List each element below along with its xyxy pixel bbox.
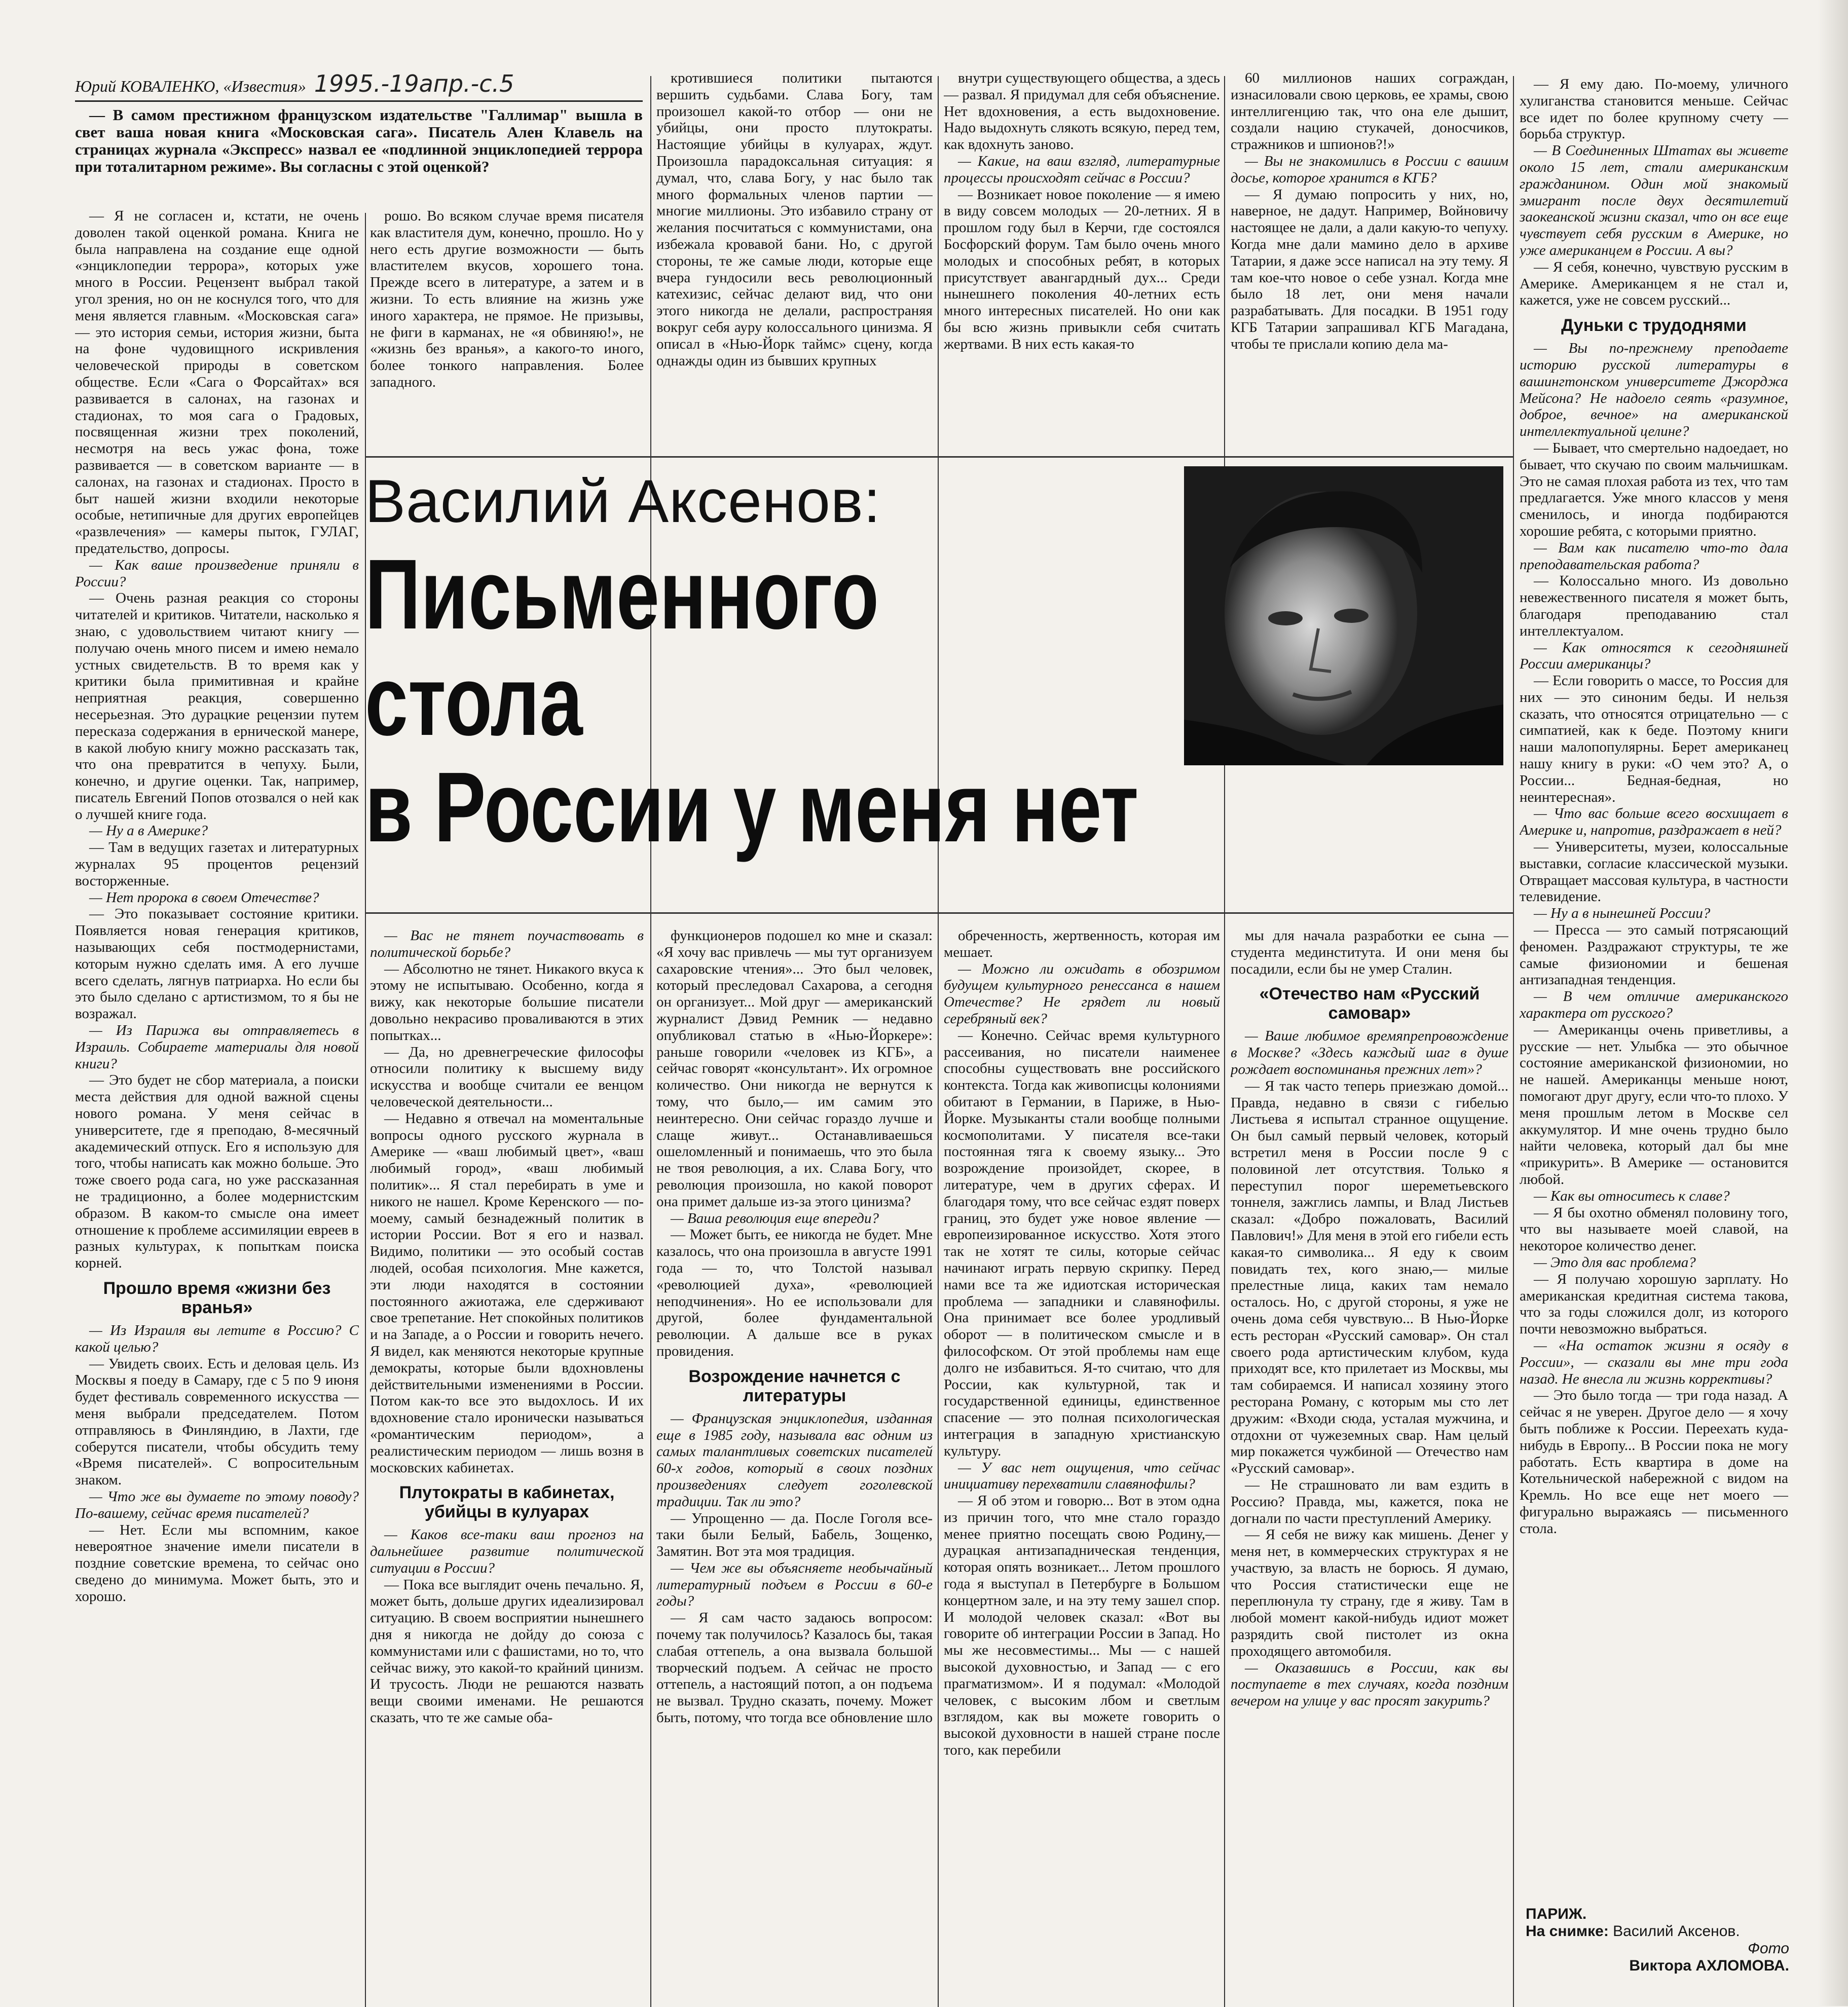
column-2-top: [370, 208, 644, 451]
paragraph: — Я не согласен и, кстати, не очень доволен такой оценкой романа. Книга не была направлена на создание еще одной «энциклопедии террора», которых уже много в России. Рецензент выбрал такой угол зрения, но он не коснулся того, что для меня является главным. «Московская сага» — это история семьи, история жизни, быта на фоне чудовищного искривления человеческой природы в советском обществе. Если «Сага о Форсайтах» вся развивается в салонах, на газонах и стадионах, то моя сага о Градовых, посвященная жизни трех поколений, несмотря на весь ужас фона, тоже развивается — в советском варианте — в салонах, на газонах и стадионах. Просто в быт нашей жизни входили некоторые особые, нетипичные для других европейцев «развлечения» — камеры пыток, ГУЛАГ, предательство, допросы.: [75, 208, 359, 556]
paragraph: — Ваше любимое времяпрепровождение в Москве? «Здесь каждый шаг в душе рождает воспоминанья прежних лет»?: [1231, 1028, 1508, 1077]
paragraph: — Если говорить о массе, то Россия для них — это синоним беды. И нельзя сказать, что относятся отрицательно — с симпатией, как к беде. Поэтому книги наши малопопулярны. Берет американец нашу книгу в руки: «О чем это? А, о России... Бедная-бедная, но неинтересная».: [1520, 673, 1788, 805]
headline-line-2: стола: [365, 645, 583, 756]
paragraph: — Я получаю хорошую зарплату. Но американская кредитная система такова, что за годы сложился долг, из которого почти невозможно выбраться.: [1520, 1271, 1788, 1337]
column-2: [370, 927, 644, 1992]
photo-credit-label: Фото: [1748, 1940, 1789, 1957]
paragraph: — Что вас больше всего восхищает в Америке и, напротив, раздражает в ней?: [1520, 805, 1788, 839]
headline-block: [365, 456, 1171, 907]
paragraph: — У вас нет ощущения, что сейчас инициативу перехватили славянофилы?: [944, 1459, 1220, 1493]
paragraph: — Недавно я отвечал на моментальные вопросы одного русского журнала в Америке — «ваш любимый цвет», «ваш любимый город», «ваш любимый политик»... Я стал перебирать в уме и никого не нашел. Кроме Керенского — по-моему, самый безнадежный политик в истории России. Вот я его и назвал. Видимо, политики — это особый состав людей, особая психология. Мне кажется, эти люди находятся в состоянии постоянного ажиотажа, еле сдерживают свое трепетание. Нет спокойных политиков и на Западе, а о России и говорить нечего. Я видел, как меняются некоторые крупные демократы, которые были вдохновлены действительными изменениями в России. Потом как-то все это выдохлось. И их вдохновение стало иронически называться «романтическим периодом», а реалистическим периодом — лишь возня в московских кабинетах.: [370, 1110, 644, 1476]
paragraph: — В чем отличие американского характера от русского?: [1520, 988, 1788, 1022]
paragraph: — Да, но древнегреческие философы относили политику к высшему виду искусства и вообще считали ее венцом человеческой деятельности...: [370, 1044, 644, 1110]
paragraph: — Как относятся к сегодняшней России американцы?: [1520, 639, 1788, 673]
paragraph: — Вас не тянет поучаствовать в политической борьбе?: [370, 927, 644, 960]
paragraph: — Это показывает состояние критики. Появляется новая генерация критиков, называющих себя постмодернистами, которым нужно сделать имя. А его лучше всего сделать, лягнув патриарха. Но если бы это было сделано с артистизмом, то я бы не возражал.: [75, 906, 359, 1022]
paragraph: — Я ему даю. По-моему, уличного хулиганства становится меньше. Сейчас все идет по более крупному счету — борьба структур.: [1520, 76, 1788, 142]
paragraph: кротившиеся политики пытаются вершить судьбами. Слава Богу, там произошел какой-то отбор — они не убийцы, они просто плутократы. Настоящие убийцы в кулуарах, ждут. Произошла парадоксальная ситуация: я думал, что, слава Богу, у нас было так много формальных членов партии — многие миллионы. Это избавило страну от желания посчитаться с коммунистами, она избежала кровавой бани. Но, с другой стороны, те же самые люди, которые еще вчера гундосили весь революционный катехизис, сейчас делают вид, что они этого никогда не делали, распространяя вокруг себя ауру колоссального цинизма. Я описал в «Нью-Йорк таймс» сцену, когда однажды один из бывших крупных: [656, 70, 933, 369]
paragraph: — Французская энциклопедия, изданная еще в 1985 году, называла вас одним из самых талантливых советских писателей 60-х годов, который в своих поздних произведениях следует гоголевской традиции. Так ли это?: [656, 1410, 933, 1510]
paragraph: внутри существующего общества, а здесь — развал. Я придумал для себя объяснение. Нет вдохновения, а есть выдохновение. Надо выдохнуть слякоть всякую, перед тем, как вдохнуть заново.: [944, 70, 1220, 153]
paragraph: — Пока все выглядит очень печально. Я, может быть, дольше других идеализировал ситуацию. В своем восприятии нынешнего дня я никогда не дойду до союза с коммунистами или с фашистами, но то, что сейчас вижу, это какой-то крайний цинизм. И трусость. Люди не решаются назвать вещи своими именами. Не решаются сказать, что те же самые оба-: [370, 1576, 644, 1726]
paragraph: — Я думаю попросить у них, но, наверное, не дадут. Например, Войновичу настоящее не дали, а дали какую-то чепуху. Когда мне дали мамино дело в архиве Татарии, я даже эссе написал на эту тему. Я там кое-что новое о себе узнал. Когда мне было 18 лет, они меня начали разрабатывать. Для посадки. В 1951 году КГБ Татарии запрашивал КГБ Магадана, чтобы те прислали копию дела ма-: [1231, 186, 1508, 352]
caption-label: На снимке:: [1526, 1923, 1609, 1940]
paragraph: мы для начала разработки ее сына — студента мединститута. И они меня бы посадили, если бы не умер Сталин.: [1231, 927, 1508, 977]
byline: [75, 70, 643, 102]
section-subhead: «Отечество нам «Русский самовар»: [1259, 984, 1480, 1023]
paragraph: — Это для вас проблема?: [1534, 1254, 1696, 1271]
paragraph: — Возникает новое поколение — я имею в виду совсем молодых — 20-летних. Я в прошлом году был в Керчи, где состоялся Босфорский форум. Там было очень много молодых и способных ребят, в которых присутствует авангардный дух... Среди нынешнего поколения 40-летних есть много интересных писателей. Но они как бы всю жизнь привыкли себя считать жертвами. В них есть какая-то: [944, 186, 1220, 352]
column-rule: [650, 76, 651, 2007]
paragraph: — Я об этом и говорю... Вот в этом одна из причин того, что мне стало гораздо менее приятно посещать свою Родину,— дурацкая антизападническая тенденция, которая опять возникает... Летом прошлого года я выступал в Петербурге в Большом концертном зале, и на эту тему зашел спор. И молодой человек сказал: «Вот вы говорите об интеграции России в Запад. Но мы же несовместимы... Мы — с нашей высокой духовностью, и Запад — с его прагматизмом». И я подумал: «Молодой человек, с высоким лбом и светлым взглядом, как вы можете говорить о высокой духовности в нашей стране после того, как перебили: [944, 1493, 1220, 1759]
column-4-top: [944, 70, 1220, 453]
paragraph: функционеров подошел ко мне и сказал: «Я хочу вас привлечь — мы тут организуем сахаровские чтения»... Это был человек, который преследовал Сахарова, а сегодня он организует... Мой друг — американский журналист Дэвид Ремник — недавно опубликовал статью в «Нью-Йоркере»: раньше говорили «человек из КГБ», а сейчас говорят «консультант». Их огромное количество. Они никогда не вернутся к тому, что было,— им самим это неинтересно. Они сейчас гораздо лучше и слаще живут... Останавливаешься ошеломленный и понимаешь, что это была не твоя революция, а их. Слава Богу, что революция произошла, но какой поворот она примет дальше из-за этого цинизма?: [656, 927, 933, 1210]
paragraph: — Очень разная реакция со стороны читателей и критиков. Читатели, насколько я знаю, с удовольствием читают книгу — получаю очень много писем и имею немало устных свидетельств. В то время как у критики была примитивная и крайне неприятная реакция, совершенно несерьезная. Это дурацкие рецензии путем пересказа содержания в ернической манере, в какой любую книгу можно рассказать так, что она превратится в чепуху. Были, конечно, и другие оценки. Так, например, писатель Евгений Попов отозвался о ней как о лучшей книге года.: [75, 590, 359, 823]
paragraph: — Упрощенно — да. После Гоголя все-таки были Белый, Бабель, Зощенко, Замятин. Вот эта моя традиция.: [656, 1510, 933, 1560]
paragraph: — Конечно. Сейчас время культурного рассеивания, но писатели наименее способны существовать вне российского контекста. Тогда как живописцы колониями обитают в Германии, в Париже, в Нью-Йорке. Музыканты стали вообще полными космополитами. У писателя все-таки постоянная тяга к своему языку... Это возрождение произойдет, скорее, в литературе, чем в других сферах. И благодаря тому, что все сейчас ездят поверх границ, это будет уже новое явление — европеизированное искусство. Хотя этого так не хотят те силы, которые сейчас начинают играть первую скрипку. Перед нами все та же идиотская историческая проблема — западники и славянофилы. Она принимает все более уродливый оборот — в политическом смысле и в философском. От этой проблемы нам еще долго не избавиться. Я-то считаю, что для России, как культурной, так и государственной единицы, единственное спасение — это полная психологическая интеграция в западную христианскую культуру.: [944, 1027, 1220, 1459]
lead-question: — В самом престижном французском издательстве "Галлимар" вышла в свет ваша новая книга «Московская сага». Писатель Ален Клавель на страницах журнала «Экспресс» назвал ее «подлинной энциклопедией террора при тоталитарном режиме». Вы согласны с этой оценкой?: [75, 106, 643, 175]
author-photo: [1184, 466, 1503, 765]
handwritten-date: 1995.-19апр.-с.5: [314, 70, 514, 97]
column-rule: [938, 76, 939, 2007]
paragraph: — Американцы очень приветливы, а русские — нет. Улыбка — это обычное состояние американской физиономии, но не нашей. Американцы меньше ноют, помогают друг другу, если что-то плохо. У меня прошлым летом в Москве сел аккумулятор. И мне очень трудно было найти человека, который дал бы мне «прикурить». В Америке — остановится любой.: [1520, 1021, 1788, 1187]
paragraph: — Я себя, конечно, чувствую русским в Америке. Американцем я не стал и, кажется, уже не совсем русский...: [1520, 258, 1788, 309]
paragraph: — Я так часто теперь приезжаю домой... Правда, недавно в связи с гибелью Листьева я испытал странное ощущение. Он был самый первый человек, который встретил меня в России после 9 с половиной лет отсутствия. Только я переступил порог шереметьевского тоннеля, зажглись лампы, и Влад Листьев сказал: «Добро пожаловать, Василий Павлович!» Для меня в этой его гибели есть какая-то символика... Я еду к своим повидать тех, кого знаю,— милые прелестные лица, каких там немало осталось. Но, с другой стороны, я уже не очень дома себя чувствую... В Нью-Йорке есть ресторан «Русский самовар». Он стал своего рода артистическим клубом, куда приходят все, кто прилетает из Москвы, мы там собираемся. И написал хозяину этого ресторана Роману, с которым мы сто лет дружим: «Входи сюда, усталая мужчина, и отдохни от чужеземных свар. Нам целый мир покажется чужбиной — Отечество нам «Русский самовар».: [1231, 1077, 1508, 1477]
paragraph: — Ваша революция еще впереди?: [671, 1210, 879, 1226]
column-3-top: [656, 70, 933, 453]
paragraph: — Как ваше произведение приняли в России?: [75, 556, 359, 590]
paragraph: — Вам как писателю что-то дала преподавательская работа?: [1520, 539, 1788, 573]
paragraph: — Бывает, что смертельно надоедает, но бывает, что скучаю по своим мальчишкам. Это не самая плохая работа из тех, что там предлагается. Уже много классов у меня сменилось, и иногда подбираются хорошие ребята, с которыми приятно.: [1520, 439, 1788, 539]
paragraph: — Оказавшись в России, как вы поступаете в тех случаях, когда поздним вечером на улице у вас просят закурить?: [1231, 1659, 1508, 1709]
paragraph: — Там в ведущих газетах и литературных журналах 95 процентов рецензий восторженные.: [75, 839, 359, 889]
paragraph: — Пресса — это самый потрясающий феномен. Раздражают структуры, те же самые физиономии и бешеная антизападная тенденция.: [1520, 922, 1788, 988]
section-subhead: Возрождение начнется с литературы: [688, 1366, 901, 1405]
paragraph: — «На остаток жизни я осяду в России», — сказали вы мне три года назад. Не внесла ли жизнь коррективы?: [1520, 1337, 1788, 1387]
column-5: [1231, 927, 1508, 1992]
paragraph: — Это было тогда — три года назад. А сейчас я не уверен. Другое дело — я хочу быть поближе к России. Переехать куда-нибудь в Европу... В России пока не могу работать. Есть квартира в доме на Котельнической набережной с видом на Кремль. Но все еще нет моего — фигурально выражаясь — письменного стола.: [1520, 1387, 1788, 1537]
portrait-image: [1184, 466, 1503, 765]
byline-author: Юрий КОВАЛЕНКО, «Известия»: [75, 77, 306, 95]
paragraph: — Ну а в Америке?: [89, 823, 208, 839]
paragraph: рошо. Во всяком случае время писателя как властителя дум, конечно, прошло. Но у него есть другие возможности — быть властителем вкусов, хорошего тона. Прежде всего в литературе, а затем и в жизни. То есть влияние на жизнь уже иного характера, не прямое. Не призывы, не фиги в карманах, не «я обвиняю!», не «жизнь без вранья», а какого-то иного, более тонкого направления. Более западного.: [370, 208, 644, 390]
section-subhead: Прошло время «жизни без вранья»: [103, 1279, 331, 1317]
paragraph: — Это будет не сбор материала, а поиски места действия для одной важной сцены нового романа. У меня сейчас в университете, где я преподаю, 8-месячный академический отпуск. Его я использую для того, чтобы написать как можно больше. Это тоже своего рода сага, но уже рассказанная не традиционно, а более модернистским образом. В каком-то смысле она имеет отношение к проблеме ассимиляции евреев в разных культурах, к попыткам поиска корней.: [75, 1072, 359, 1272]
paragraph: — Каков все-таки ваш прогноз на дальнейшее развитие политической ситуации в России?: [370, 1527, 644, 1576]
headline-line-1: Письменного: [365, 539, 879, 650]
paragraph: — Можно ли ожидать в обозримом будущем культурного ренессанса в нашем Отечестве? Не грядет ли новый серебряный век?: [944, 960, 1220, 1027]
paragraph: 60 миллионов наших сограждан, изнасиловали свою церковь, ее храмы, свою интеллигенцию так, что она еле дышит, создали нацию стукачей, доносчиков, стражников и шпионов?!»: [1231, 70, 1508, 153]
paragraph: — Я себя не вижу как мишень. Денег у меня нет, в коммерческих структурах я не участвую, за власть не борюсь. Я думаю, что Россия статистически еще не переплюнула ту страну, где я живу. Там в любой момент какой-нибудь идиот может разрядить свой пистолет из окна проходящего автомобиля.: [1231, 1527, 1508, 1659]
headline-author: Василий Аксенов:: [365, 467, 881, 535]
section-subhead: Дуньки с трудоднями: [1561, 316, 1747, 336]
column-3: [656, 927, 933, 1992]
paragraph: обреченность, жертвенность, которая им мешает.: [944, 927, 1220, 960]
caption-name: Василий Аксенов.: [1613, 1923, 1740, 1940]
paragraph: — Вы не знакомились в России с вашим досье, которое хранится в КГБ?: [1231, 153, 1508, 186]
column-4: [944, 927, 1220, 1992]
page-edge-shadow: [1818, 0, 1848, 2006]
paragraph: — Чем же вы объясняете необычайный литературный подъем в России в 60-е годы?: [656, 1559, 933, 1610]
paragraph: — Вы по-прежнему преподаете историю русской литературы в вашингтонском университете Джорджа Мейсона? Не надоело сеять «разумное, доброе, вечное» на американской интеллектуальной целине?: [1520, 340, 1788, 440]
dateline: ПАРИЖ.: [1526, 1906, 1587, 1922]
paragraph: — Из Израиля вы летите в Россию? С какой целью?: [75, 1322, 359, 1355]
headline-line-3: в России у меня нет: [365, 752, 1139, 863]
paragraph: — Колоссально много. Из довольно невежественного писателя я может быть, благодаря преподаванию стал интеллектуалом.: [1520, 573, 1788, 639]
photo-caption: [1526, 1906, 1789, 1975]
paragraph: — Нет пророка в своем Отечестве?: [89, 889, 319, 906]
photo-credit-name: Виктора АХЛОМОВА.: [1629, 1957, 1789, 1974]
paragraph: — Из Парижа вы отправляетесь в Израиль. Собираете материалы для новой книги?: [75, 1022, 359, 1072]
paragraph: — Абсолютно не тянет. Никакого вкуса к этому не испытываю. Особенно, когда я вижу, как некоторые большие писатели довольно некрасиво проваливаются в этих попытках...: [370, 960, 644, 1044]
paragraph: — Увидеть своих. Есть и деловая цель. Из Москвы я поеду в Самару, где с 5 по 9 июня будет фестиваль современного искусства — меня выбрали председателем. Потом отправляюсь в Финляндию, в Лахти, где соберутся писатели, чтобы обсудить тему «Время писателей». С вопросительным знаком.: [75, 1355, 359, 1489]
column-6: [1520, 76, 1788, 1901]
paragraph: — Может быть, ее никогда не будет. Мне казалось, что она произошла в августе 1991 года — то, что Толстой называл «революцией духа», «революцией неподчинения». Но ее использовали для другой, более фундаментальной революции. А дальше все в руках провидения.: [656, 1226, 933, 1359]
paragraph: — Какие, на ваш взгляд, литературные процессы происходят сейчас в России?: [944, 153, 1220, 186]
headline-bottom-rule: [365, 912, 1513, 914]
paragraph: — В Соединенных Штатах вы живете около 15 лет, стали американским гражданином. Один мой знакомый эмигрант после двух десятилетий заокеанской жизни сказал, что он все еще чувствует себя русским в Америке, но уже американцем в России. А вы?: [1520, 142, 1788, 258]
column-5-top: [1231, 70, 1508, 453]
column-1: [75, 208, 359, 1728]
column-rule: [1513, 76, 1514, 2007]
paragraph: — Как вы относитесь к славе?: [1534, 1187, 1730, 1204]
paragraph: — Я бы охотно обменял половину того, что вы называете моей славой, на некоторое количество денег.: [1520, 1204, 1788, 1254]
section-subhead: Плутократы в кабинетах, убийцы в кулуарах: [399, 1483, 615, 1522]
column-rule: [1224, 76, 1225, 2007]
paragraph: — Ну а в нынешней России?: [1534, 905, 1711, 922]
paragraph: — Я сам часто задаюсь вопросом: почему так получилось? Казалось бы, такая слабая оттепель, а она вызвала большой творческий подъем. А сейчас не просто оттепель, а настоящий потоп, а он подъема не вызвал. Трудно сказать, почему. Может быть, потому, что тогда все обновление шло: [656, 1610, 933, 1726]
paragraph: — Что же вы думаете по этому поводу? По-вашему, сейчас время писателей?: [75, 1488, 359, 1521]
paragraph: — Университеты, музеи, колоссальные выставки, согласие классической музыки. Отвращает массовая культура, в частности телевидение.: [1520, 839, 1788, 905]
paragraph: — Не страшновато ли вам ездить в Россию? Правда, мы, кажется, пока не догнали по части преступлений Америку.: [1231, 1476, 1508, 1527]
paragraph: — Нет. Если мы вспомним, какое невероятное значение имели писатели в поздние советские времена, то сейчас оно сведено до минимума. Может быть, это и хорошо.: [75, 1521, 359, 1605]
